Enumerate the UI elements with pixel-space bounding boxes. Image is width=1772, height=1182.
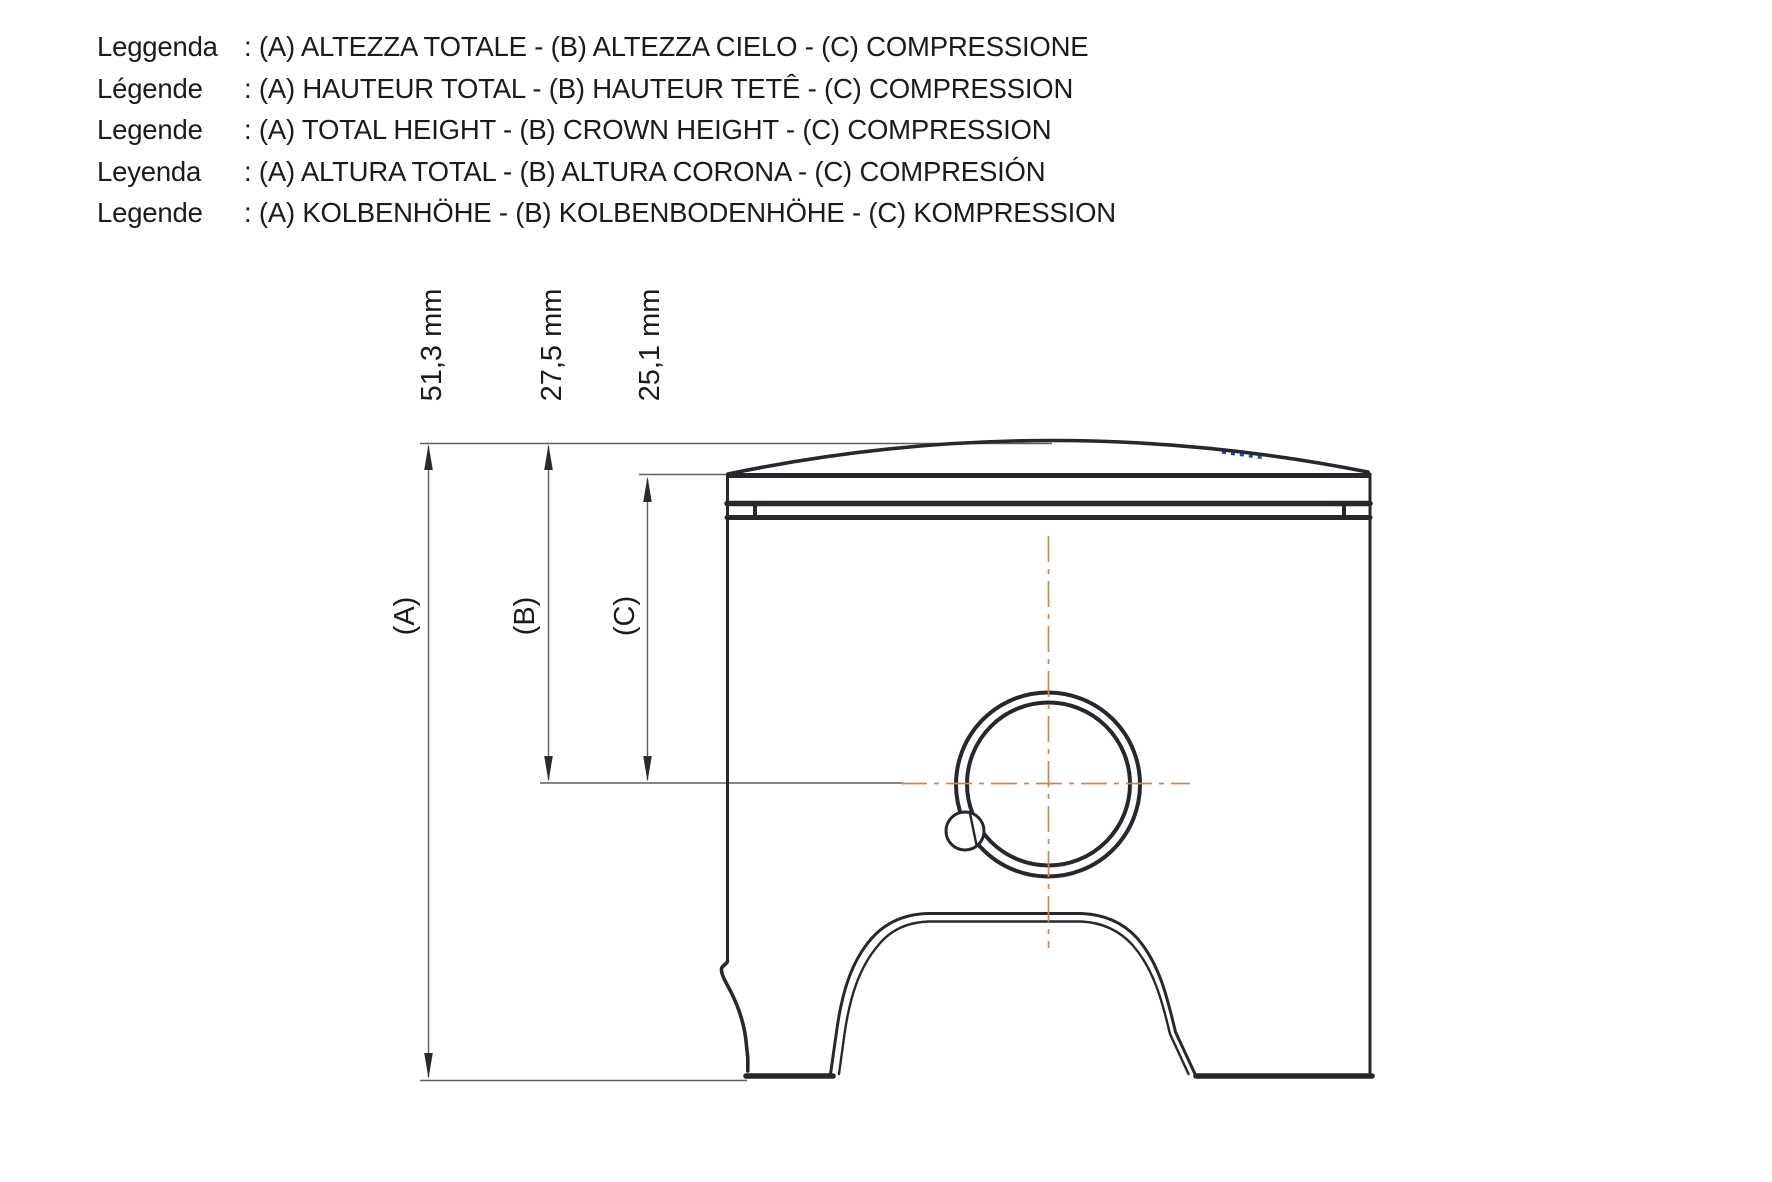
dim-c-value-label: 25,1 mm xyxy=(634,288,667,402)
legend-text: : (A) ALTEZZA TOTALE - (B) ALTEZZA CIELO - (C) COMPRESSIONE xyxy=(244,31,1089,62)
dim-b-letter-label: (B) xyxy=(509,596,542,636)
dimension-lines xyxy=(429,446,648,1077)
piston-drawing xyxy=(721,440,1372,1076)
dim-b-value-label: 27,5 mm xyxy=(536,288,569,402)
legend-text: : (A) KOLBENHÖHE - (B) KOLBENBODENHÖHE - (C) KOMPRESSION xyxy=(244,197,1116,229)
legend-language-label: Legende xyxy=(97,197,203,229)
dim-a-value-label: 51,3 mm xyxy=(416,288,449,402)
legend-language-label: Legende xyxy=(97,114,203,146)
dim-a-letter-label: (A) xyxy=(389,596,422,636)
legend-language-label: Leggenda xyxy=(97,31,218,62)
arrowhead-c-bottom xyxy=(643,756,652,782)
dimension-arrowheads xyxy=(424,445,652,1079)
skirt-arch-inner xyxy=(839,922,1189,1075)
arrowhead-b-bottom xyxy=(544,756,553,782)
circlip-notch xyxy=(946,812,984,850)
piston-left-step xyxy=(721,961,747,1071)
legend-text: : (A) HAUTEUR TOTAL - (B) HAUTEUR TETÊ - (C) COMPRESSION xyxy=(244,72,1074,104)
arrowhead-b-top xyxy=(544,445,553,471)
piston-crown-dome xyxy=(728,440,1368,474)
center-lines xyxy=(901,536,1190,948)
arrowhead-a-bottom xyxy=(424,1053,433,1079)
legend-language-label: Légende xyxy=(97,72,203,104)
dim-c-letter-label: (C) xyxy=(609,595,642,637)
arrowhead-c-top xyxy=(643,477,652,503)
legend-text: : (A) TOTAL HEIGHT - (B) CROWN HEIGHT - (C) COMPRESSION xyxy=(244,114,1052,146)
legend-language-label: Leyenda xyxy=(97,155,202,187)
legend-text: : (A) ALTURA TOTAL - (B) ALTURA CORONA - (C) COMPRESIÓN xyxy=(244,155,1046,187)
arrowhead-a-top xyxy=(424,445,433,471)
